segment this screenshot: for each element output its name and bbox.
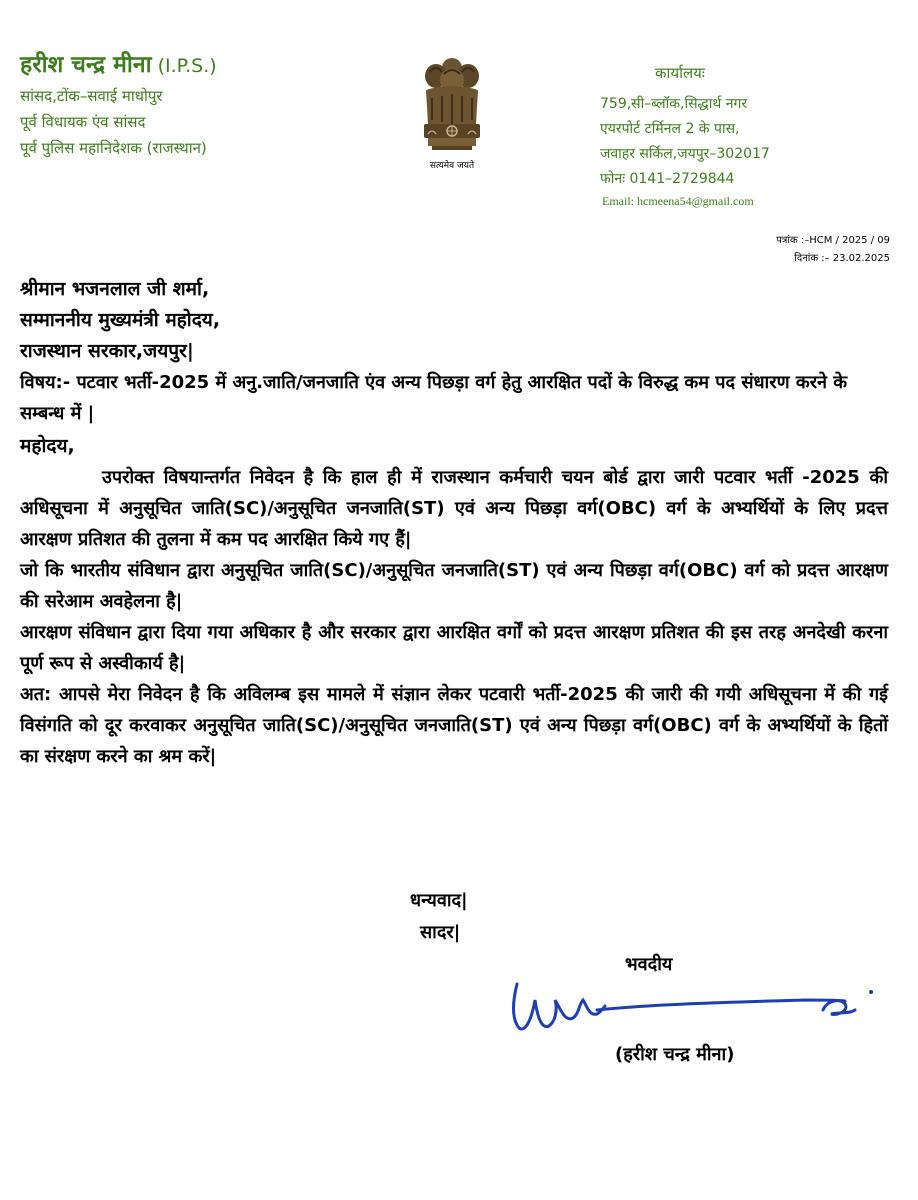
letterhead-right: [600, 62, 910, 210]
recipient-line: राजस्थान सरकार,जयपुर|: [20, 340, 194, 362]
phone-line: फोनः 0141–2729844: [600, 171, 735, 187]
body-paragraph: जो कि भारतीय संविधान द्वारा अनुसूचित जाति(SC)/अनुसूचित जनजाति(ST) एवं अन्य पिछड़ा वर्ग(OBC) वर्ग को प्रदत्त आरक्षण की सरेआम अवहेलना है|: [20, 560, 888, 612]
address-line: जवाहर सर्किल,जयपुर–302017: [600, 146, 770, 162]
sender-name: हरीश चन्द्र मीना: [20, 52, 152, 78]
handwritten-signature: [505, 970, 885, 1040]
regards-text: सादर|: [420, 922, 461, 943]
letter-number: पत्रांक :–HCM / 2025 / 09: [776, 235, 890, 246]
reference-block: [700, 232, 890, 268]
letter-date: दिनांक :– 23.02.2025: [794, 253, 890, 264]
emblem-motto: सत्यमेव जयते: [429, 161, 475, 171]
recipient-line: सम्माननीय मुख्यमंत्री महोदय,: [20, 309, 221, 331]
office-label: कार्यालयः: [655, 64, 705, 82]
thanks-text: धन्यवाद|: [410, 890, 468, 911]
yours-text: भवदीय: [625, 954, 673, 975]
address-line: एयरपोर्ट टर्मिनल 2 के पास,: [600, 121, 740, 137]
email-line: Email: hcmeena54@gmail.com: [602, 194, 754, 208]
designation-line: सांसद,टोंक–सवाई माधोपुर: [20, 87, 163, 105]
sender-title-suffix: (I.P.S.): [157, 55, 217, 77]
signatory-name: (हरीश चन्द्र मीना): [615, 1044, 735, 1065]
address-line: 759,सी–ब्लॉक,सिद्धार्थ नगर: [600, 96, 748, 112]
body-paragraph: अत: आपसे मेरा निवेदन है कि अविलम्ब इस मामले में संज्ञान लेकर पटवारी भर्ती-2025 की जारी की गयी अधिसूचना में की गई विसंगति को दूर करवाकर अनुसूचित जाति(SC)/अनुसूचित जनजाति(ST) एवं अन्य पिछड़ा वर्ग(OBC) वर्ग के अभ्यर्थियों के हितों का संरक्षण करने का श्रम करें|: [20, 684, 888, 767]
designation-line: पूर्व पुलिस महानिदेशक (राजस्थान): [20, 139, 207, 157]
salutation: महोदय,: [20, 435, 75, 457]
subject-line: विषय:- पटवार भर्ती-2025 में अनु.जाति/जनजाति एंव अन्य पिछड़ा वर्ग हेतु आरक्षित पदों के विरुद्ध कम पद संधारण करने के सम्बन्ध में |: [20, 372, 848, 424]
body-paragraph: उपरोक्त विषयान्तर्गत निवेदन है कि हाल ही में राजस्थान कर्मचारी चयन बोर्ड द्वारा जारी पटवार भर्ती -2025 की अधिसूचना में अनुसूचित जाति(SC)/अनुसूचित जनजाति(ST) एवं अन्य पिछड़ा वर्ग(OBC) वर्ग के अभ्यर्थियों के लिए प्रदत्त आरक्षण प्रतिशत की तुलना में कम पद आरक्षित किये गए हैं|: [20, 467, 888, 550]
recipient-line: श्रीमान भजनलाल जी शर्मा,: [20, 278, 210, 300]
letterhead-left: [20, 48, 380, 161]
national-emblem-icon: [412, 54, 492, 174]
sender-name-heading: [20, 48, 380, 83]
letter-body: [20, 274, 888, 772]
body-paragraph: आरक्षण संविधान द्वारा दिया गया अधिकार है और सरकार द्वारा आरक्षित वर्गों को प्रदत्त आरक्षण प्रतिशत की इस तरह अनदेखी करना पूर्ण रूप से अस्वीकार्य है|: [20, 622, 888, 674]
designation-line: पूर्व विधायक एंव सांसद: [20, 113, 146, 131]
closing-block: [410, 885, 468, 949]
